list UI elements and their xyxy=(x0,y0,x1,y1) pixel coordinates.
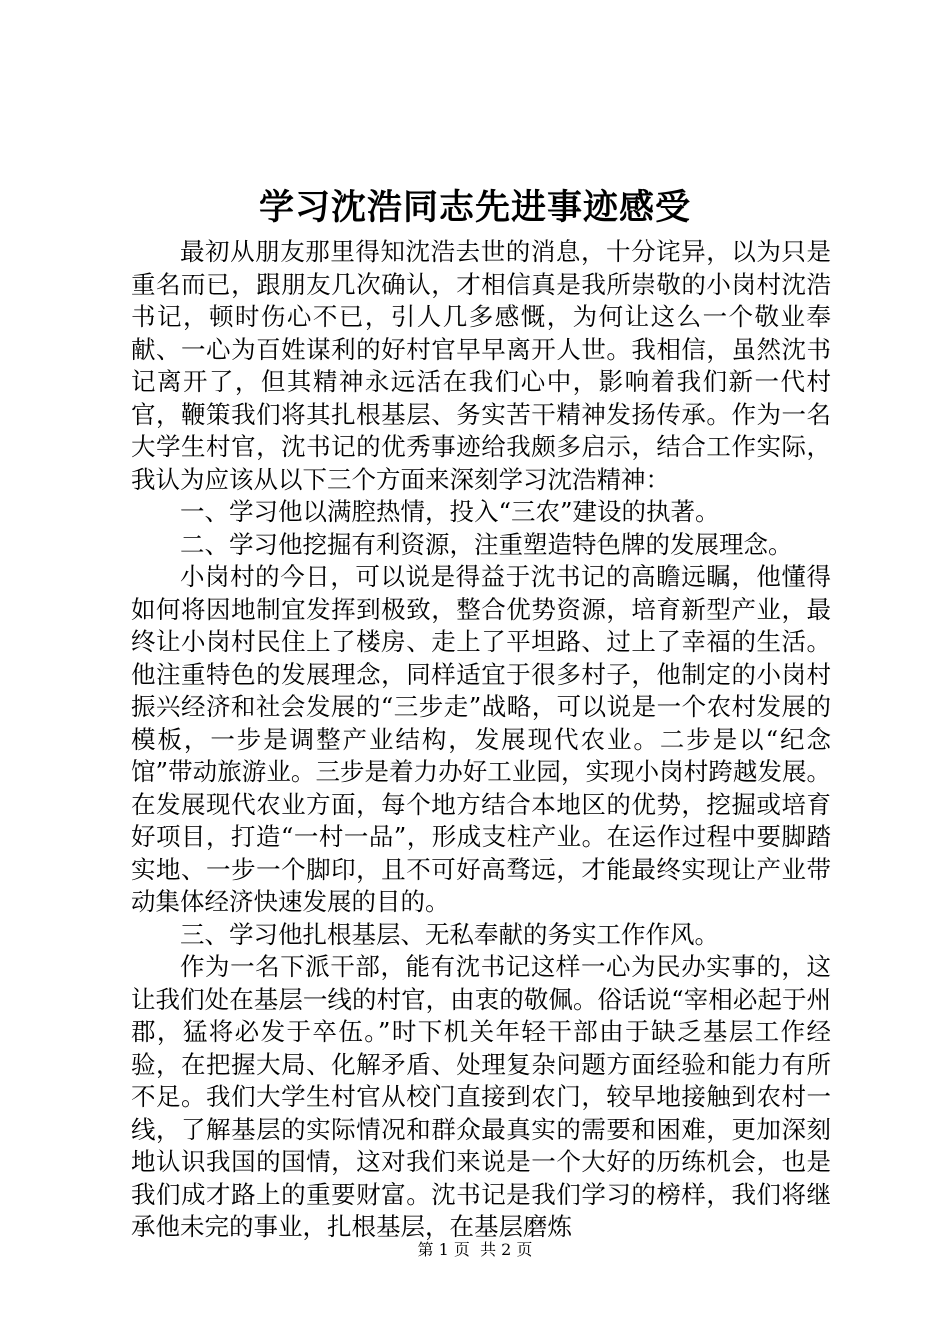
paragraph-point-one: 一、学习他以满腔热情，投入“三农”建设的执著。 xyxy=(180,497,720,526)
page-number-label: 第 1 页 共 2 页 xyxy=(417,1240,533,1259)
document-body xyxy=(131,236,831,1244)
paragraph-intro: 最初从朋友那里得知沈浩去世的消息，十分诧异，以为只是重名而已，跟朋友几次确认，才相信真是我所崇敬的小岗村沈浩书记，顿时伤心不已，引人几多感慨，为何让这么一个敬业奉献、一心为百姓谋利的好村官早早离开人世。我相信，虽然沈书记离开了，但其精神永远活在我们心中，影响着我们新一代村官，鞭策我们将其扎根基层、务实苦干精神发扬传承。作为一名大学生村官，沈书记的优秀事迹给我颇多启示，结合工作实际，我认为应该从以下三个方面来深刻学习沈浩精神： xyxy=(131,237,831,494)
document-title: 学习沈浩同志先进事迹感受 xyxy=(258,187,691,228)
page-footer xyxy=(0,1238,950,1262)
paragraph-point-two: 二、学习他挖掘有利资源，注重塑造特色牌的发展理念。 xyxy=(180,529,793,559)
paragraph-point-three-detail: 作为一名下派干部，能有沈书记这样一心为民办实事的，这让我们处在基层一线的村官，由衷的敬佩。俗话说“宰相必起于州郡，猛将必发于卒伍。”时下机关年轻干部由于缺乏基层工作经验，在把握大局、化解矛盾、处理复杂问题方面经验和能力有所不足。我们大学生村官从校门直接到农门，较早地接触到农村一线，了解基层的实际情况和群众最真实的需要和困难，更加深刻地认识我国的国情，这对我们来说是一个大好的历练机会，也是我们成才路上的重要财富。沈书记是我们学习的榜样，我们将继承他未完的事业，扎根基层，在基层磨炼 xyxy=(131,952,831,1241)
paragraph-point-three: 三、学习他扎根基层、无私奉献的务实工作作风。 xyxy=(180,919,719,949)
paragraph-point-two-detail: 小岗村的今日，可以说是得益于沈书记的高瞻远瞩，他懂得如何将因地制宜发挥到极致，整合优势资源，培育新型产业，最终让小岗村民住上了楼房、走上了平坦路、过上了幸福的生活。他注重特色的发展理念，同样适宜于很多村子，他制定的小岗村振兴经济和社会发展的“三步走”战略，可以说是一个农村发展的模板，一步是调整产业结构，发展现代农业。二步是以“纪念馆”带动旅游业。三步是着力办好工业园，实现小岗村跨越发展。在发展现代农业方面，每个地方结合本地区的优势，挖掘或培育好项目，打造“一村一品”，形成支柱产业。在运作过程中要脚踏实地、一步一个脚印，且不可好高骛远，才能最终实现让产业带动集体经济快速发展的目的。 xyxy=(131,562,831,916)
